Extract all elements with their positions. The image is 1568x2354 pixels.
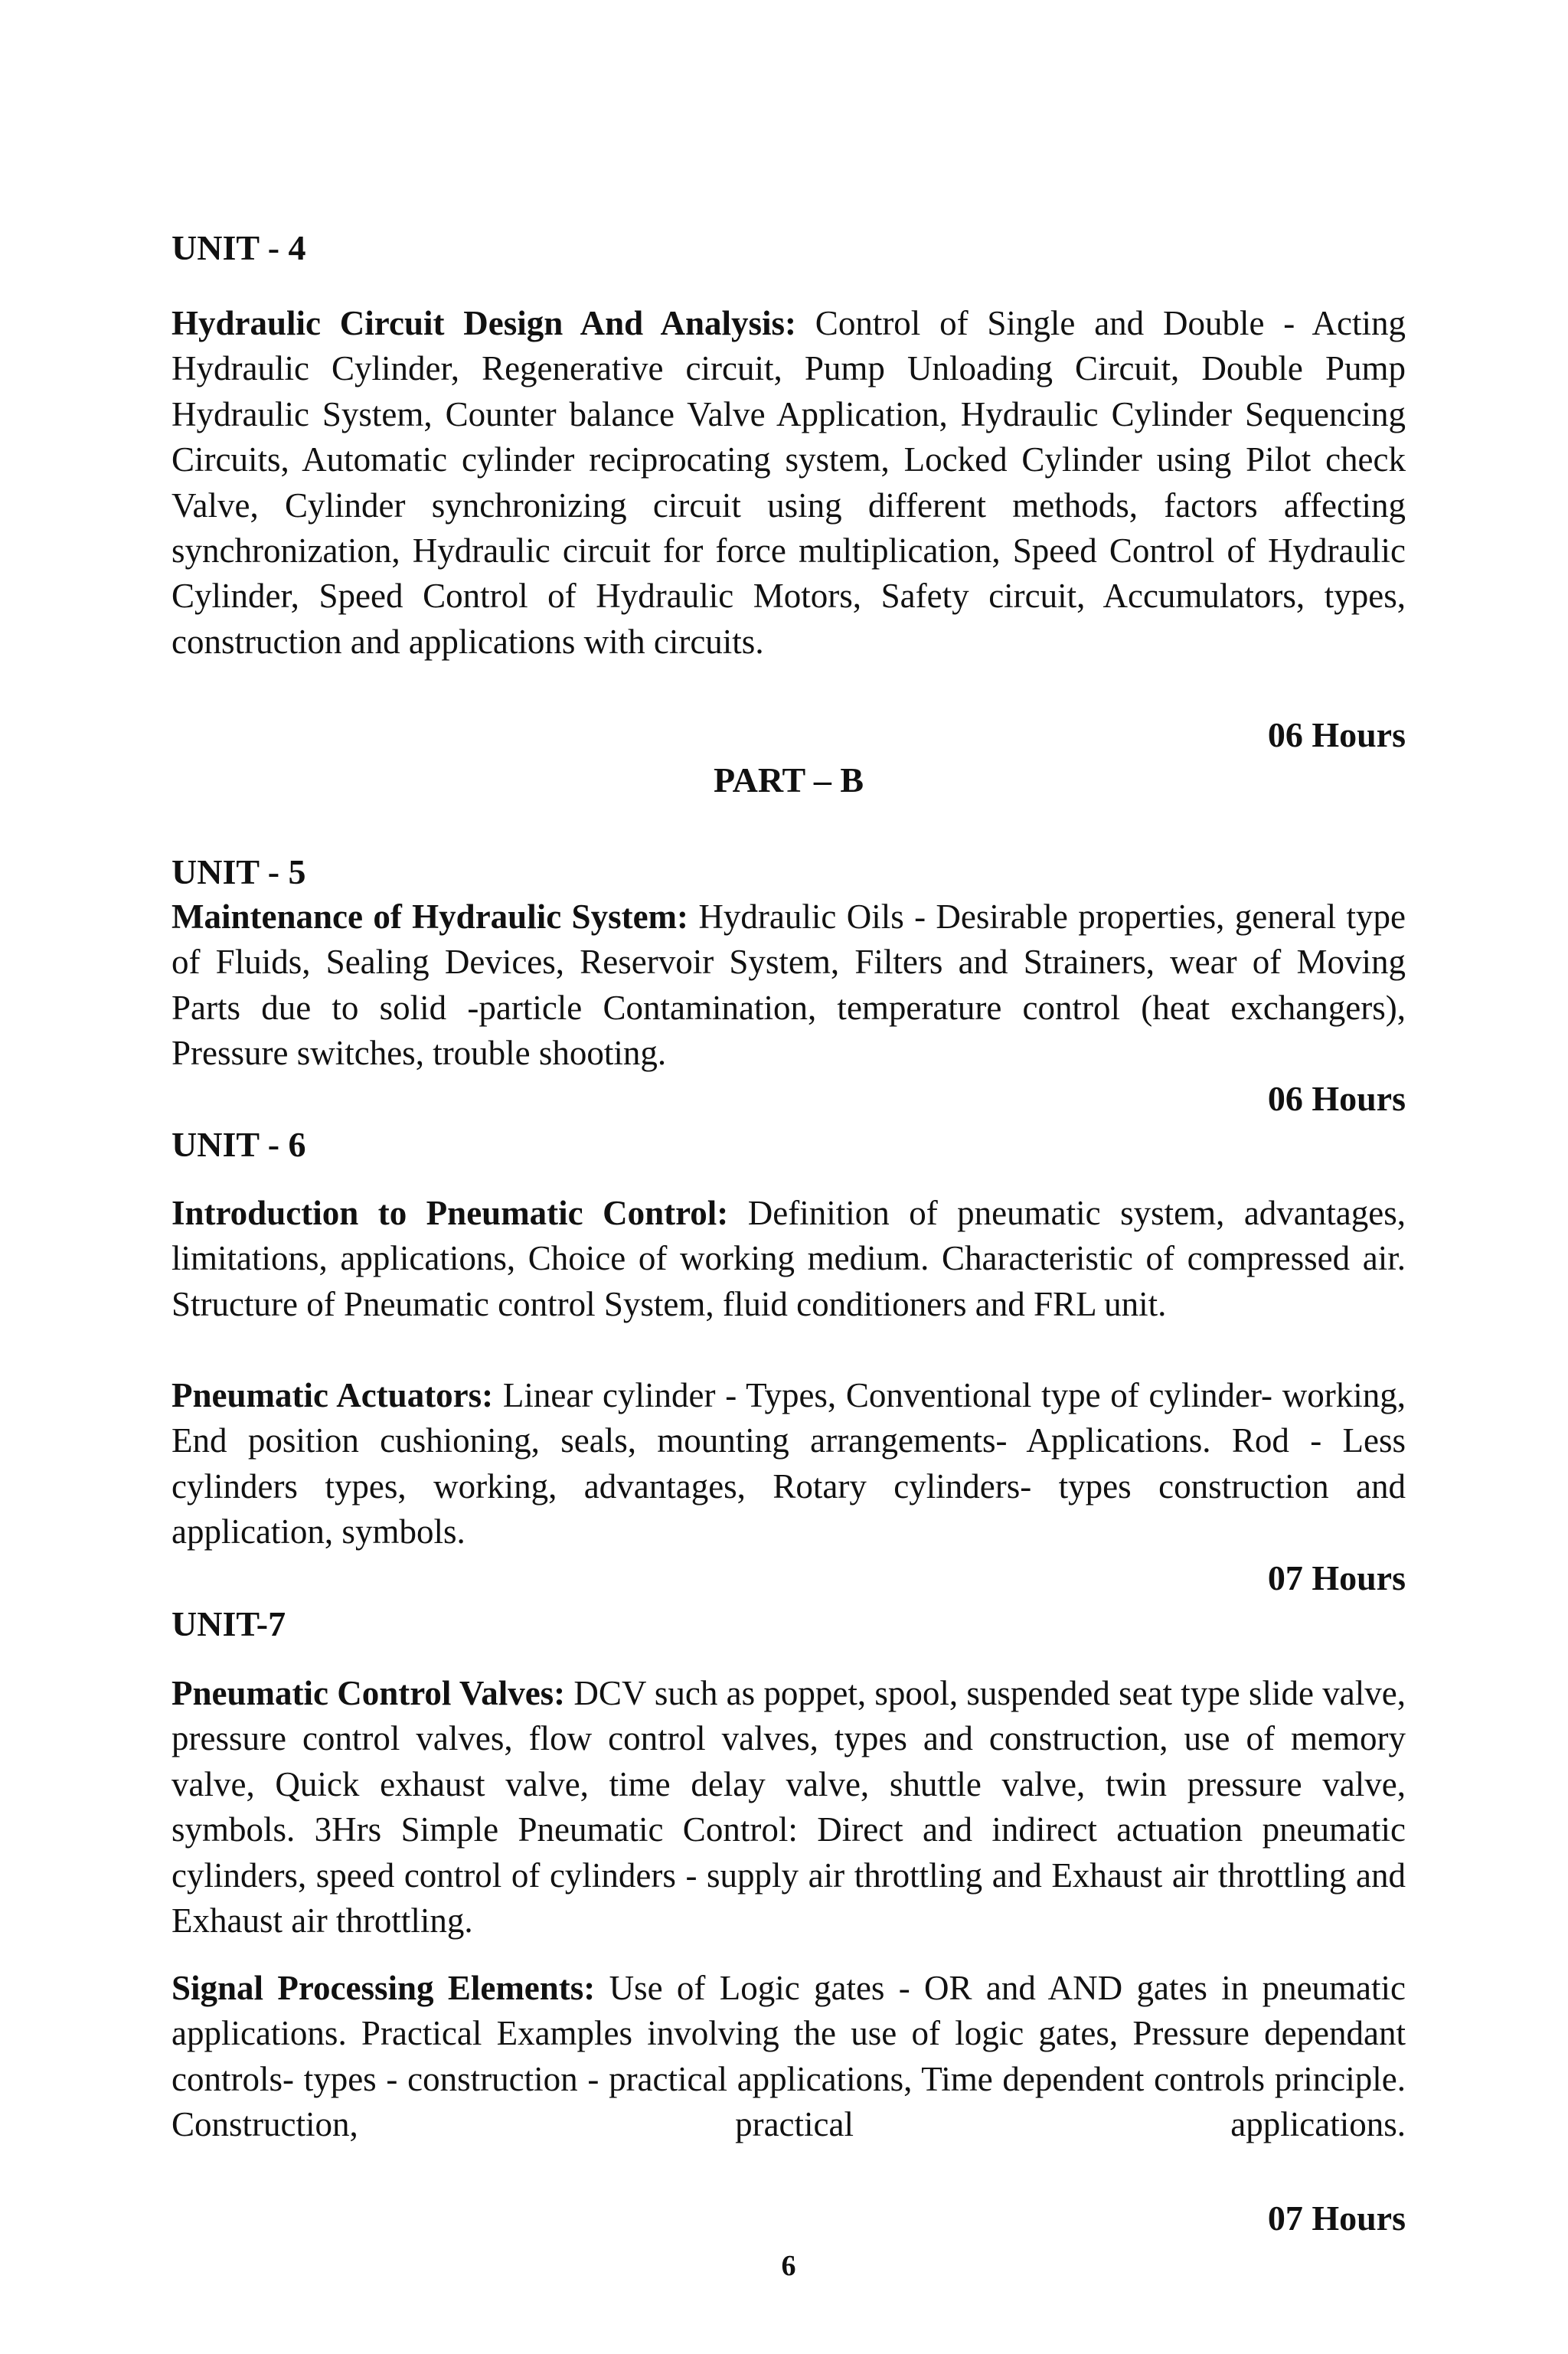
unit-4-heading: UNIT - 4 — [172, 228, 306, 267]
unit-4-paragraph — [172, 301, 1406, 665]
unit-7-title-2: Signal Processing Elements: — [172, 1969, 596, 2007]
unit-4-hours: 06 Hours — [1267, 715, 1406, 754]
unit-6-paragraph-2 — [172, 1373, 1406, 1555]
document-page — [172, 0, 1406, 2354]
unit-5-body: Hydraulic Oils - Desirable properties, general type of Fluids, Sealing Devices, Reservoir System, Filters and Strainers, wear of Moving Parts due to solid -particle Contamination, temperature control (heat exchangers), Pressure switches, trouble shooting. — [172, 897, 1406, 1073]
unit-7-paragraph-2 — [172, 1966, 1406, 2148]
unit-7-paragraph-1 — [172, 1671, 1406, 1944]
unit-5-paragraph — [172, 894, 1406, 1077]
unit-7-body-2: Use of Logic gates - OR and AND gates in pneumatic applications. Practical Examples involving the use of logic gates, Pressure dependant controls- types - construction - practical applications, Time dependent controls principle. Construction, practical applications. — [172, 1969, 1406, 2144]
unit-5-heading: UNIT - 5 — [172, 852, 306, 891]
unit-6-title-2: Pneumatic Actuators: — [172, 1376, 494, 1414]
unit-5-title: Maintenance of Hydraulic System: — [172, 897, 689, 936]
unit-6-paragraph-1 — [172, 1191, 1406, 1327]
unit-7-body-1: DCV such as poppet, spool, suspended seat type slide valve, pressure control valves, flow control valves, types and construction, use of memory valve, Quick exhaust valve, time delay valve, shuttle valve, twin pressure valve, symbols. 3Hrs Simple Pneumatic Control: Direct and indirect actuation pneumatic cylinders, speed control of cylinders - supply air throttling and Exhaust air throttling and Exhaust air throttling. — [172, 1674, 1406, 1940]
unit-6-heading: UNIT - 6 — [172, 1125, 306, 1164]
unit-5-hours: 06 Hours — [1267, 1079, 1406, 1118]
unit-4-title: Hydraulic Circuit Design And Analysis: — [172, 304, 796, 342]
unit-7-heading: UNIT-7 — [172, 1604, 286, 1643]
unit-4-body: Control of Single and Double - Acting Hydraulic Cylinder, Regenerative circuit, Pump Unloading Circuit, Double Pump Hydraulic System, Counter balance Valve Application, Hydraulic Cylinder Sequencing Circuits, Automatic cylinder reciprocating system, Locked Cylinder using Pilot check Valve, Cylinder synchronizing circuit using different methods, factors affecting synchronization, Hydraulic circuit for force multiplication, Speed Control of Hydraulic Cylinder, Speed Control of Hydraulic Motors, Safety circuit, Accumulators, types, construction and applications with circuits. — [172, 304, 1406, 661]
unit-6-title-1: Introduction to Pneumatic Control: — [172, 1194, 729, 1232]
unit-7-title-1: Pneumatic Control Valves: — [172, 1674, 566, 1712]
part-b-heading: PART – B — [713, 760, 864, 799]
unit-7-hours: 07 Hours — [1267, 2199, 1406, 2238]
page-number: 6 — [781, 2250, 796, 2282]
unit-6-hours: 07 Hours — [1267, 1558, 1406, 1597]
unit-6-body-1: Definition of pneumatic system, advantages, limitations, applications, Choice of working medium. Characteristic of compressed air. Structure of Pneumatic control System, fluid conditioners and FRL unit. — [172, 1194, 1406, 1323]
unit-6-body-2: Linear cylinder - Types, Conventional type of cylinder- working, End position cushioning, seals, mounting arrangements- Applications. Rod - Less cylinders types, working, advantages, Rotary cylinders- types construction and application, symbols. — [172, 1376, 1406, 1551]
